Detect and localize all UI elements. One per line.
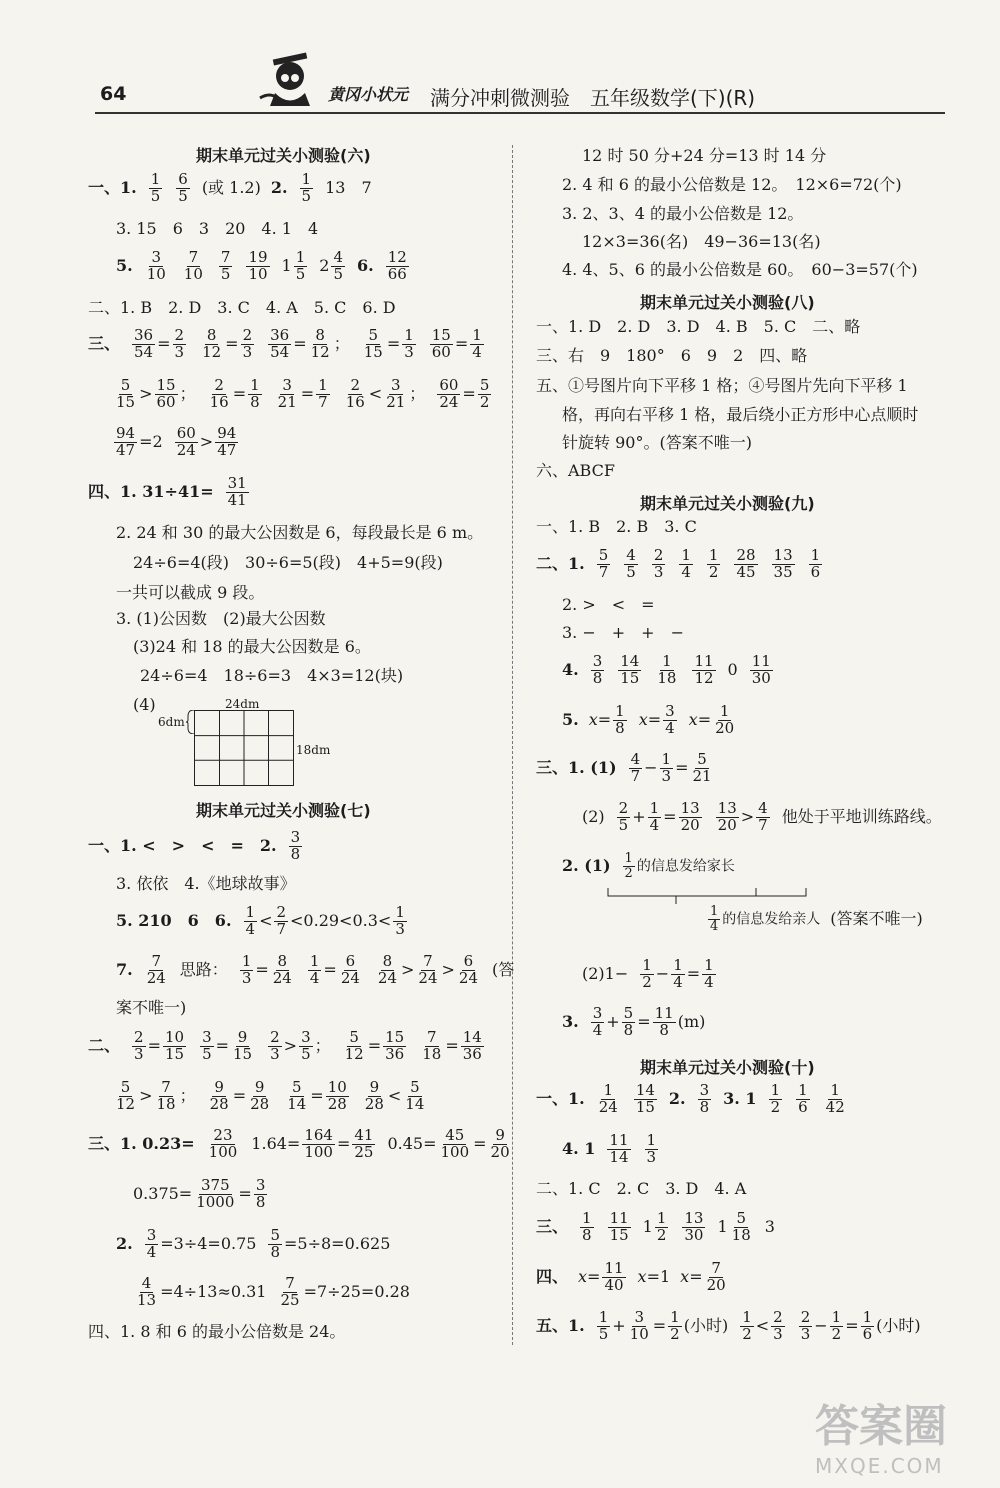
section-title: 期末单元过关小测验(十) (640, 1058, 815, 1077)
answer-line: 4. 3 8 14 15 1 18 11 12 0 11 30 (562, 652, 771, 687)
answer-line: 一共可以截成 9 段。 (116, 583, 265, 602)
answer-line: 格，再向右平移 1 格，最后绕小正方形中心点顺时 (562, 405, 919, 424)
page-number: 64 (100, 83, 127, 105)
answer-line: 三、 1 8 11 15 1 $\frac{1}{2}$ 13 30 1 $\frac{5}{18}$ 3 (536, 1209, 775, 1244)
answer-line: 一、1. D 2. D 3. D 4. B 5. C 二、略 (536, 317, 861, 336)
answer-line: 一、1. B 2. B 3. C (536, 517, 697, 536)
grid-diagram (194, 710, 294, 786)
grid-top-label: 24dm (225, 697, 260, 711)
answer-line: 二、1. 5 7 4 5 2 3 1 4 1 2 28 45 13 35 1 6 (536, 546, 821, 581)
answer-line: 五、①号图片向下平移 1 格；④号图片先向下平移 1 (536, 376, 908, 395)
answer-line: 二、1. C 2. C 3. D 4. A (536, 1179, 747, 1198)
answer-line: 针旋转 90°。(答案不唯一) (562, 433, 752, 452)
book-title: 满分冲刺微测验 五年级数学(下)(R) (430, 86, 756, 110)
answer-line: 四、1. 31÷41= $\frac{31}{41}$ (88, 474, 247, 509)
answer-line: 5. 210 6 6. $\frac{1}{4}$ < $\frac{2}{7}$ <0.29<0.3< $\frac{1}{3}$ (116, 903, 405, 938)
answer-line: 4. 4、5、6 的最小公倍数是 60。 60−3=57(个) (562, 260, 918, 279)
answer-line: 12×3=36(名) 49−36=13(名) (582, 232, 821, 251)
answer-line: 2. > < = (562, 595, 655, 614)
answer-line: 一、1. 1 24 14 15 2. 3 8 3. 1 1 2 1 6 1 42 (536, 1081, 845, 1116)
answer-line: 5. x= $\frac{1}{8}$ x= $\frac{3}{4}$ x= $\frac{1}{20}$ (562, 702, 735, 737)
answer-line: $\frac{1}{4}$ 的信息发给亲人 (答案不唯一) (710, 904, 923, 934)
answer-line: 一、1. < > < = 2. 3 8 (88, 828, 301, 863)
answer-line: 3. − + + − (562, 623, 684, 642)
answer-line: $\frac{94}{47}$ =2 $\frac{60}{24}$ > $\frac{94}{47}$ (116, 424, 237, 459)
answer-line: 四、 x= $\frac{11}{40}$ x=1 x= $\frac{7}{20}$ (536, 1259, 726, 1294)
answer-line: 案不唯一) (116, 998, 187, 1017)
answer-line: 2. 4 和 6 的最小公倍数是 12。 12×6=72(个) (562, 175, 902, 194)
answer-line: 5. 3 10 7 10 7 5 19 10 1 $\frac{1}{5}$ 2 $\frac{4}{5}$ 6. 12 66 (116, 248, 407, 283)
answer-line: 3. 15 6 3 20 4. 1 4 (116, 219, 319, 238)
section-title: 期末单元过关小测验(九) (640, 494, 815, 513)
answer-line: (4) (133, 695, 156, 714)
answer-line: 三、右 9 180° 6 9 2 四、略 (536, 346, 808, 365)
grid-right-label: 18dm (296, 743, 331, 757)
answer-line: 0.375= $\frac{375}{1000}$ = $\frac{3}{8}$ (133, 1176, 266, 1211)
mascot-icon (255, 48, 325, 108)
answer-line: 2. 24 和 30 的最大公因数是 6，每段最长是 6 m。 (116, 523, 484, 542)
answer-line: 3. 2、3、4 的最小公倍数是 12。 (562, 204, 804, 223)
section-title: 期末单元过关小测验(六) (196, 146, 371, 165)
answer-line: $\frac{5}{12}$ > $\frac{7}{18}$ ； $\frac{9}{28}$ = $\frac{9}{28}$ $\frac{5}{14}$ = $\frac{10}{28}$ $\frac{9}{28}$ < $\frac{5}{14}$ (116, 1078, 425, 1113)
answer-line: $\frac{5}{15}$ > $\frac{15}{60}$ ； $\frac{2}{16}$ = $\frac{1}{8}$ $\frac{3}{21}$ = $\frac{1}{7}$ $\frac{2}{16}$ < $\frac{3}{21}$ ； $\frac{60}{24}$ = $\frac{5}{2}$ (116, 376, 490, 411)
answer-line: 3. (1)公因数 (2)最大公因数 (116, 609, 326, 628)
answer-line: 三、1. (1) $\frac{4}{7}$ − $\frac{1}{3}$ = $\frac{5}{21}$ (536, 750, 712, 785)
answer-line: 二、 $\frac{2}{3}$ = $\frac{10}{15}$ $\frac{3}{5}$ = $\frac{9}{15}$ $\frac{2}{3}$ > $\frac{3}{5}$ ； $\frac{5}{12}$ = $\frac{15}{36}$ $\frac{7}{18}$ = $\frac{14}{36}$ (88, 1028, 482, 1063)
answer-line: 24÷6=4 18÷6=3 4×3=12(块) (140, 666, 404, 685)
page-header (0, 0, 1000, 120)
bracket-diagram (606, 886, 808, 906)
answer-line: 二、1. B 2. D 3. C 4. A 5. C 6. D (88, 298, 396, 317)
answer-line: 2. (1) $\frac{1}{2}$ 的信息发给家长 (562, 851, 735, 881)
answer-line: 24÷6=4(段) 30÷6=5(段) 4+5=9(段) (133, 553, 443, 572)
answer-line: 五、1. $\frac{1}{5}$ + $\frac{3}{10}$ = $\frac{1}{2}$ (小时) $\frac{1}{2}$ < $\frac{2}{3}$ $\frac{2}{3}$ − $\frac{1}{2}$ = $\frac{1}{6}$ (小时) (536, 1308, 921, 1343)
answer-line: (3)24 和 18 的最大公因数是 6。 (133, 637, 371, 656)
answer-line: 三、1. 0.23= $\frac{23}{100}$ 1.64= $\frac{164}{100}$ = $\frac{41}{25}$ 0.45= $\frac{45}{100}$ = $\frac{9}{20}$ (88, 1126, 510, 1161)
answer-line: (2) $\frac{2}{5}$ + $\frac{1}{4}$ = $\frac{13}{20}$ $\frac{13}{20}$ > $\frac{4}{7}$ 他处于平地训练路线。 (582, 799, 942, 834)
answer-line: 3. 依依 4.《地球故事》 (116, 874, 296, 893)
answer-line: 12 时 50 分+24 分=13 时 14 分 (582, 146, 827, 165)
answer-line: 四、1. 8 和 6 的最小公倍数是 24。 (88, 1322, 346, 1341)
answer-line: 4. 1 11 14 1 3 (562, 1131, 657, 1166)
header-rule (95, 112, 945, 114)
section-title: 期末单元过关小测验(七) (196, 801, 371, 820)
answer-line: 2. $\frac{3}{4}$ =3÷4=0.75 $\frac{5}{8}$ =5÷8=0.625 (116, 1226, 391, 1261)
watermark-logo: 答案圈 MXQE.COM (815, 1401, 947, 1478)
answer-line: 一、1. 1 5 6 5 (或 1.2) 2. 1 5 13 7 (88, 170, 372, 205)
answer-line: 3. $\frac{3}{4}$ + $\frac{5}{8}$ = $\frac{11}{8}$ (m) (562, 1004, 706, 1039)
answer-line: 六、ABCF (536, 461, 615, 480)
answer-line: $\frac{4}{13}$ =4÷13≈0.31 $\frac{7}{25}$ =7÷25=0.28 (137, 1274, 410, 1309)
answer-line: (2)1− $\frac{1}{2}$ − $\frac{1}{4}$ = $\frac{1}{4}$ (582, 956, 714, 991)
brand-logo: 黄冈小状元 (328, 85, 409, 104)
answer-line: 三、 $\frac{36}{54}$ = $\frac{2}{3}$ $\frac{8}{12}$ = $\frac{2}{3}$ $\frac{36}{54}$ = $\frac{8}{12}$ ； $\frac{5}{15}$ = $\frac{1}{3}$ $\frac{15}{60}$ = $\frac{1}{4}$ (88, 326, 482, 361)
answer-line: 7. 7 24 思路： $\frac{1}{3}$ = $\frac{8}{24}$ $\frac{1}{4}$ = $\frac{6}{24}$ $\frac{8}{24}$ > $\frac{7}{24}$ > $\frac{6}{24}$ (答 (116, 952, 515, 987)
section-title: 期末单元过关小测验(八) (640, 293, 815, 312)
grid-left-label: 6dm (158, 715, 185, 729)
column-divider (512, 145, 513, 1345)
